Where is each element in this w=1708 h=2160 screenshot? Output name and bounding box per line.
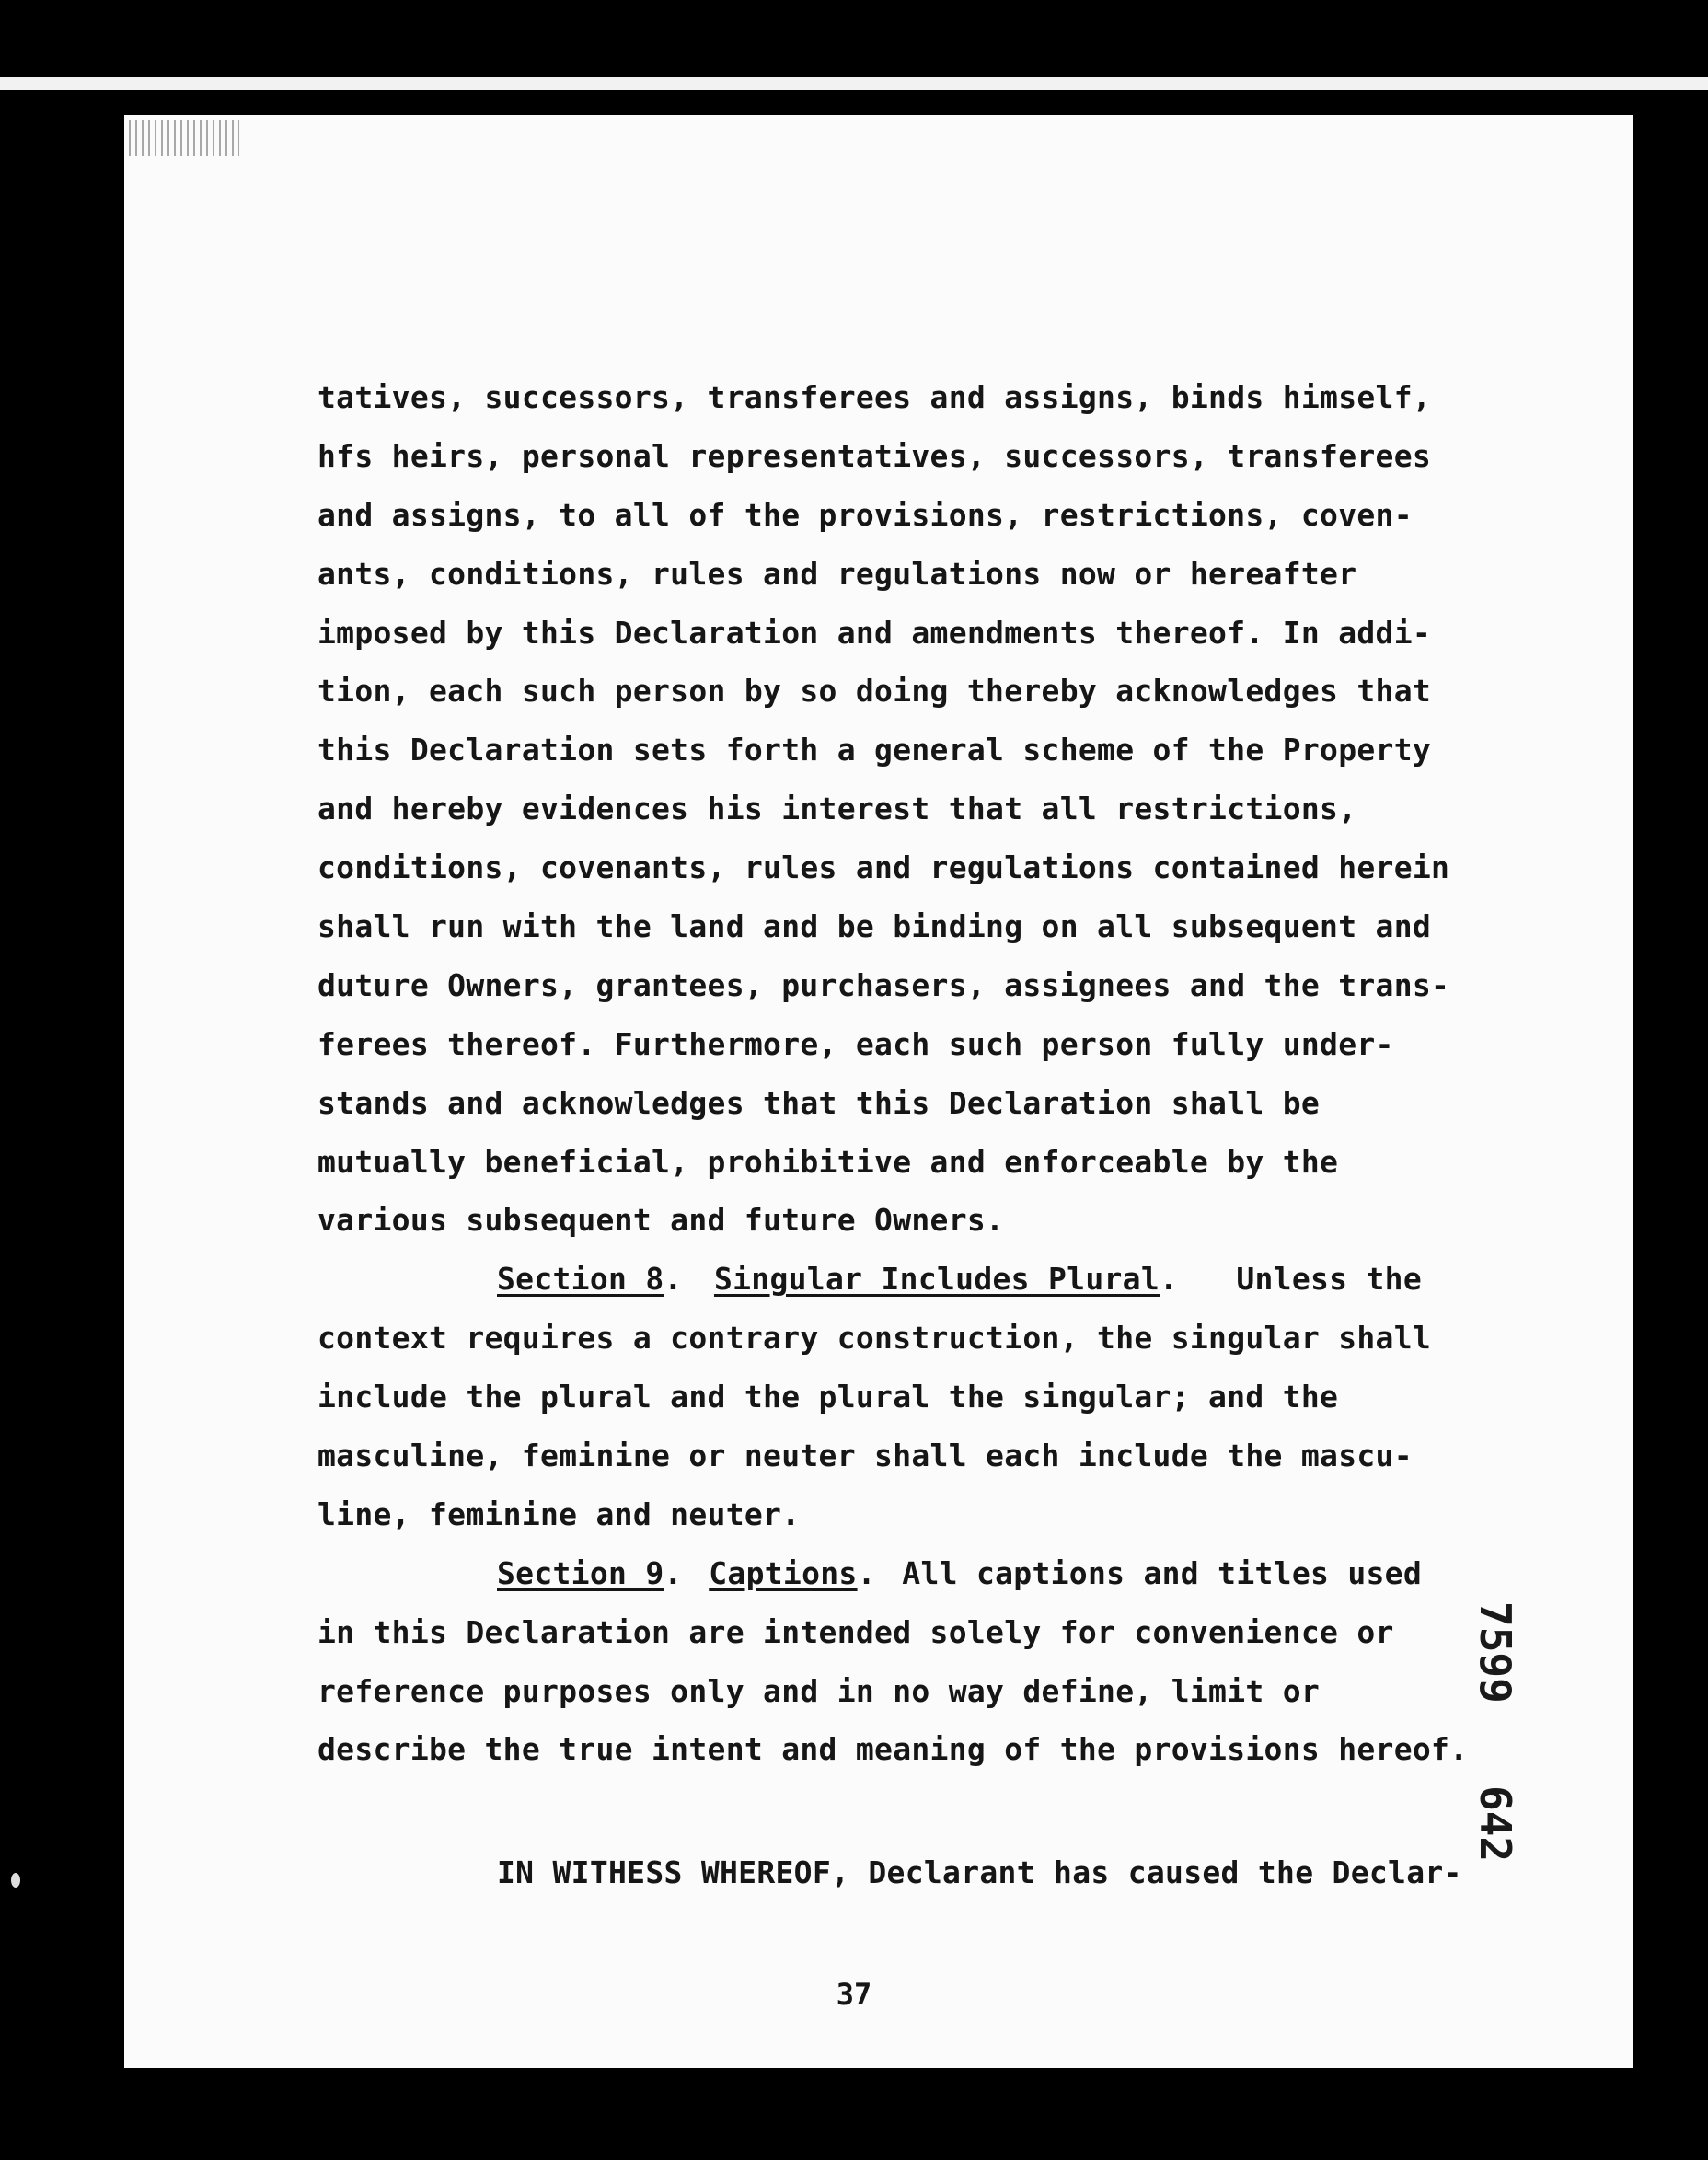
text-line: this Declaration sets forth a general scheme of the Property	[317, 732, 1432, 768]
text-line: ferees thereof. Furthermore, each such person fully under-	[317, 1025, 1394, 1062]
text-line: and assigns, to all of the provisions, restrictions, coven-	[317, 496, 1413, 533]
text-line: hfs heirs, personal representatives, successors, transferees	[317, 437, 1432, 474]
text-line: describe the true intent and meaning of the provisions hereof.	[317, 1731, 1469, 1768]
text-line: ants, conditions, rules and regulations now or hereafter	[317, 555, 1357, 592]
stamp-page-number: 642	[1471, 1785, 1520, 1863]
text-line: and hereby evidences his interest that all restrictions,	[317, 791, 1357, 827]
text-line: reference purposes only and in no way define, limit or	[317, 1672, 1321, 1709]
section-8-heading: Section 8 . Singular Includes Plural . Unless the	[317, 1250, 1422, 1309]
page-number: 37	[836, 1977, 872, 2012]
scan-edge	[0, 77, 1708, 90]
text-line: mutually beneficial, prohibitive and enforceable by the	[317, 1143, 1339, 1180]
section-9-heading: Section 9 . Captions . All captions and titles used	[317, 1544, 1422, 1603]
text-line: tatives, successors, transferees and assigns, binds himself,	[317, 379, 1432, 415]
document-body	[317, 368, 1469, 1902]
text-line: include the plural and the plural the singular; and the	[317, 1379, 1339, 1415]
text-line: conditions, covenants, rules and regulations contained herein	[317, 849, 1450, 886]
section-9-title: Captions	[709, 1554, 858, 1591]
text-line: stands and acknowledges that this Declaration shall be	[317, 1084, 1321, 1121]
text-line: context requires a contrary construction, the singular shall	[317, 1320, 1432, 1357]
witness-line: IN WITHESS WHEREOF, Declarant has caused the Declar-	[497, 1854, 1462, 1891]
scan-noise	[129, 120, 239, 156]
text-line: in this Declaration are intended solely for convenience or	[317, 1613, 1394, 1650]
recording-stamp	[1454, 1601, 1528, 1905]
text-line: masculine, feminine or neuter shall each include the mascu-	[317, 1438, 1413, 1474]
scan-speck	[11, 1873, 20, 1888]
text-line: various subsequent and future Owners.	[317, 1202, 1005, 1239]
stamp-book-number: 7599	[1471, 1601, 1520, 1704]
section-8-title: Singular Includes Plural	[713, 1261, 1160, 1298]
text-line: duture Owners, grantees, purchasers, assignees and the trans-	[317, 966, 1450, 1003]
text-line: imposed by this Declaration and amendments thereof. In addi-	[317, 614, 1432, 651]
text-line: tion, each such person by so doing thereby acknowledges that	[317, 673, 1432, 710]
text-line: line, feminine and neuter.	[317, 1496, 801, 1532]
section-8-label: Section 8	[497, 1261, 664, 1298]
section-9-label: Section 9	[497, 1554, 664, 1591]
text-line: shall run with the land and be binding on all subsequent and	[317, 908, 1432, 945]
